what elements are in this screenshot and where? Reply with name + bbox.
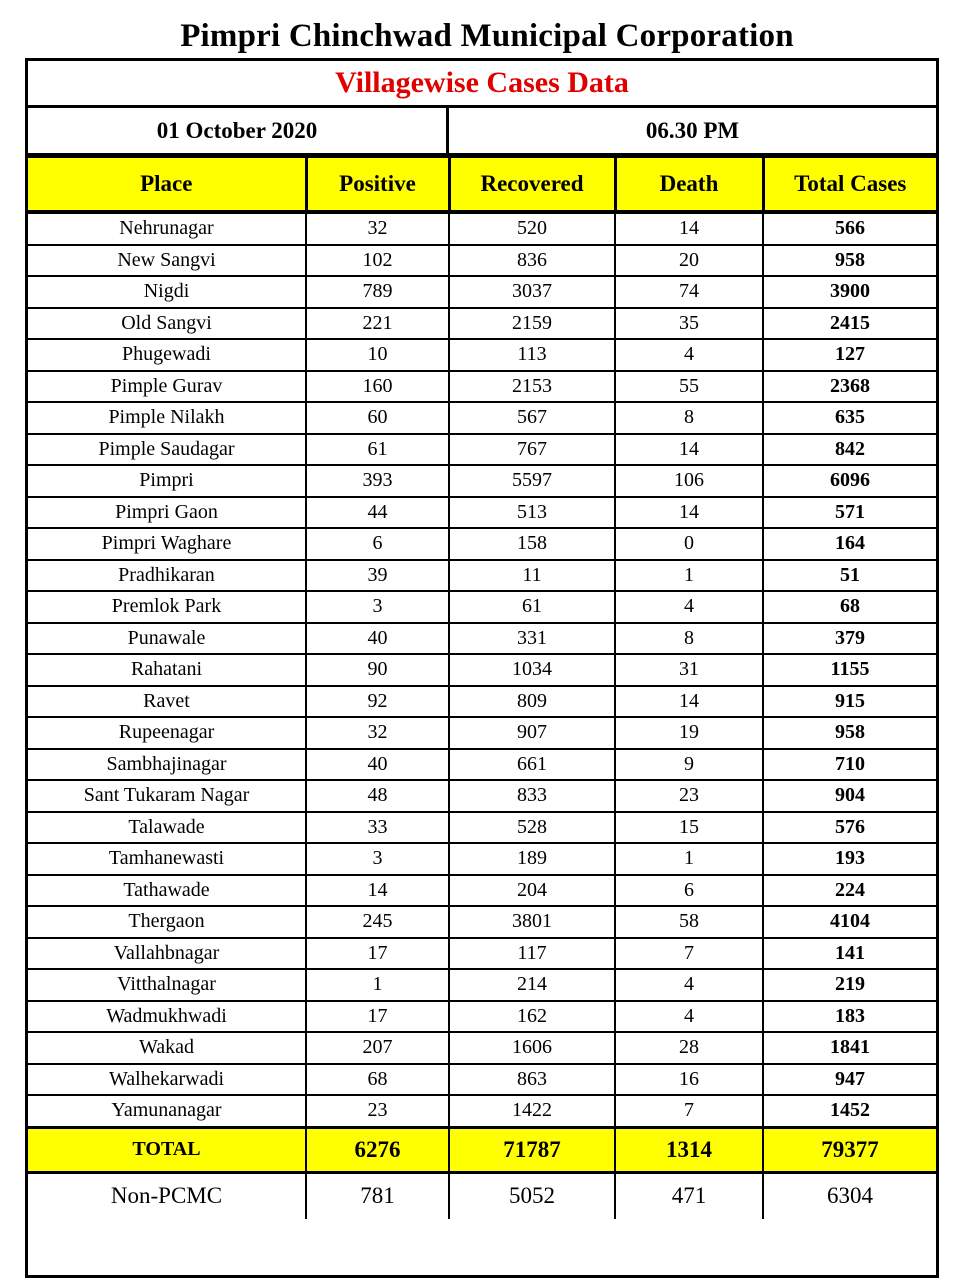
cell-death: 31 (615, 654, 763, 686)
table-row (28, 497, 936, 529)
cell-total-cases: 958 (763, 717, 936, 749)
cell-death: 106 (615, 465, 763, 497)
table-row (28, 938, 936, 970)
cell-place: Vitthalnagar (28, 969, 306, 1001)
cell-positive: 789 (306, 276, 449, 308)
cell-place: Punawale (28, 623, 306, 655)
cell-positive: 32 (306, 717, 449, 749)
non-pcmc-label: Non-PCMC (28, 1172, 306, 1219)
cell-place: Thergaon (28, 906, 306, 938)
cell-total-cases: 1155 (763, 654, 936, 686)
cell-positive: 68 (306, 1064, 449, 1096)
report-subtitle: Villagewise Cases Data (28, 61, 936, 108)
cell-recovered: 1606 (449, 1032, 615, 1064)
column-header-death: Death (615, 157, 763, 212)
cell-recovered: 2159 (449, 308, 615, 340)
cell-positive: 160 (306, 371, 449, 403)
cell-total-cases: 164 (763, 528, 936, 560)
cell-recovered: 836 (449, 245, 615, 277)
cell-place: Nigdi (28, 276, 306, 308)
villagewise-cases-table (28, 156, 936, 1219)
cell-positive: 3 (306, 591, 449, 623)
non-pcmc-recovered: 5052 (449, 1172, 615, 1219)
table-row (28, 654, 936, 686)
cell-recovered: 833 (449, 780, 615, 812)
cell-recovered: 5597 (449, 465, 615, 497)
non-pcmc-positive: 781 (306, 1172, 449, 1219)
cell-total-cases: 219 (763, 969, 936, 1001)
cell-total-cases: 127 (763, 339, 936, 371)
cell-total-cases: 3900 (763, 276, 936, 308)
cell-recovered: 767 (449, 434, 615, 466)
table-row (28, 402, 936, 434)
table-row (28, 212, 936, 245)
cell-place: Rahatani (28, 654, 306, 686)
table-row (28, 843, 936, 875)
report-time: 06.30 PM (645, 118, 740, 143)
cell-total-cases: 576 (763, 812, 936, 844)
non-pcmc-total-cases: 6304 (763, 1172, 936, 1219)
report-date: 01 October 2020 (28, 108, 449, 153)
cell-recovered: 331 (449, 623, 615, 655)
cell-death: 20 (615, 245, 763, 277)
cell-total-cases: 710 (763, 749, 936, 781)
cell-total-cases: 224 (763, 875, 936, 907)
cell-positive: 23 (306, 1095, 449, 1127)
cell-positive: 221 (306, 308, 449, 340)
cell-death: 4 (615, 969, 763, 1001)
cell-total-cases: 635 (763, 402, 936, 434)
cell-positive: 40 (306, 749, 449, 781)
cell-recovered: 158 (449, 528, 615, 560)
table-row (28, 339, 936, 371)
cell-total-cases: 2415 (763, 308, 936, 340)
cell-death: 74 (615, 276, 763, 308)
total-label: TOTAL (28, 1127, 306, 1172)
report-timestamp-row (28, 108, 936, 156)
table-row (28, 686, 936, 718)
cell-death: 58 (615, 906, 763, 938)
cell-positive: 92 (306, 686, 449, 718)
cell-death: 7 (615, 1095, 763, 1127)
cell-positive: 17 (306, 938, 449, 970)
cell-recovered: 3801 (449, 906, 615, 938)
cell-positive: 1 (306, 969, 449, 1001)
cell-positive: 6 (306, 528, 449, 560)
cell-positive: 48 (306, 780, 449, 812)
cell-death: 4 (615, 1001, 763, 1033)
cell-total-cases: 141 (763, 938, 936, 970)
cell-place: Premlok Park (28, 591, 306, 623)
column-header-recovered: Recovered (449, 157, 615, 212)
cell-place: Pimpri (28, 465, 306, 497)
total-positive: 6276 (306, 1127, 449, 1172)
cell-place: Walhekarwadi (28, 1064, 306, 1096)
cell-death: 55 (615, 371, 763, 403)
table-row (28, 623, 936, 655)
table-row (28, 1095, 936, 1127)
table-row (28, 1032, 936, 1064)
cell-death: 4 (615, 591, 763, 623)
cell-recovered: 204 (449, 875, 615, 907)
cell-total-cases: 1841 (763, 1032, 936, 1064)
cell-place: Vallahbnagar (28, 938, 306, 970)
cell-positive: 10 (306, 339, 449, 371)
cell-death: 15 (615, 812, 763, 844)
cell-recovered: 1034 (449, 654, 615, 686)
table-row (28, 780, 936, 812)
cell-positive: 17 (306, 1001, 449, 1033)
column-header-place: Place (28, 157, 306, 212)
column-header-positive: Positive (306, 157, 449, 212)
cell-recovered: 528 (449, 812, 615, 844)
cell-recovered: 11 (449, 560, 615, 592)
cell-recovered: 3037 (449, 276, 615, 308)
cell-positive: 102 (306, 245, 449, 277)
cell-place: Wadmukhwadi (28, 1001, 306, 1033)
cell-death: 6 (615, 875, 763, 907)
cell-recovered: 513 (449, 497, 615, 529)
table-row (28, 1064, 936, 1096)
cell-positive: 90 (306, 654, 449, 686)
cell-death: 19 (615, 717, 763, 749)
cell-death: 1 (615, 560, 763, 592)
cell-death: 8 (615, 623, 763, 655)
cell-total-cases: 958 (763, 245, 936, 277)
total-recovered: 71787 (449, 1127, 615, 1172)
table-row (28, 245, 936, 277)
cell-place: Pimple Saudagar (28, 434, 306, 466)
cell-recovered: 117 (449, 938, 615, 970)
cell-positive: 40 (306, 623, 449, 655)
cell-total-cases: 571 (763, 497, 936, 529)
cell-place: Rupeenagar (28, 717, 306, 749)
cell-recovered: 520 (449, 212, 615, 245)
table-row (28, 528, 936, 560)
cell-recovered: 162 (449, 1001, 615, 1033)
cell-total-cases: 68 (763, 591, 936, 623)
cell-place: Pimpri Waghare (28, 528, 306, 560)
cell-place: Nehrunagar (28, 212, 306, 245)
cell-recovered: 113 (449, 339, 615, 371)
cell-place: Talawade (28, 812, 306, 844)
table-row (28, 749, 936, 781)
cell-place: Pimple Gurav (28, 371, 306, 403)
cell-positive: 61 (306, 434, 449, 466)
table-row (28, 308, 936, 340)
cell-positive: 39 (306, 560, 449, 592)
cell-death: 14 (615, 497, 763, 529)
cell-recovered: 907 (449, 717, 615, 749)
cell-death: 16 (615, 1064, 763, 1096)
cell-total-cases: 2368 (763, 371, 936, 403)
cell-total-cases: 947 (763, 1064, 936, 1096)
cell-death: 4 (615, 339, 763, 371)
cell-recovered: 567 (449, 402, 615, 434)
cell-recovered: 61 (449, 591, 615, 623)
total-death: 1314 (615, 1127, 763, 1172)
cell-positive: 245 (306, 906, 449, 938)
cell-place: Ravet (28, 686, 306, 718)
table-row (28, 875, 936, 907)
cell-place: Sambhajinagar (28, 749, 306, 781)
non-pcmc-row (28, 1172, 936, 1219)
cell-place: Pimpri Gaon (28, 497, 306, 529)
non-pcmc-death: 471 (615, 1172, 763, 1219)
cell-death: 23 (615, 780, 763, 812)
cell-place: Yamunanagar (28, 1095, 306, 1127)
cell-positive: 60 (306, 402, 449, 434)
cell-place: Tathawade (28, 875, 306, 907)
cell-recovered: 189 (449, 843, 615, 875)
cell-death: 28 (615, 1032, 763, 1064)
cell-total-cases: 904 (763, 780, 936, 812)
table-row (28, 591, 936, 623)
cell-death: 1 (615, 843, 763, 875)
cell-positive: 207 (306, 1032, 449, 1064)
table-row (28, 560, 936, 592)
table-row (28, 465, 936, 497)
table-row (28, 434, 936, 466)
page-title: Pimpri Chinchwad Municipal Corporation (180, 18, 794, 54)
cell-total-cases: 566 (763, 212, 936, 245)
column-header-total-cases: Total Cases (763, 157, 936, 212)
cell-death: 14 (615, 212, 763, 245)
cell-total-cases: 842 (763, 434, 936, 466)
total-row (28, 1127, 936, 1172)
table-row (28, 969, 936, 1001)
table-row (28, 1001, 936, 1033)
cell-total-cases: 4104 (763, 906, 936, 938)
cell-recovered: 1422 (449, 1095, 615, 1127)
cases-report (25, 58, 939, 1278)
cell-total-cases: 6096 (763, 465, 936, 497)
cell-positive: 14 (306, 875, 449, 907)
total-cases: 79377 (763, 1127, 936, 1172)
cell-place: Tamhanewasti (28, 843, 306, 875)
cell-death: 8 (615, 402, 763, 434)
cell-place: Pimple Nilakh (28, 402, 306, 434)
cell-total-cases: 51 (763, 560, 936, 592)
cell-death: 14 (615, 434, 763, 466)
cell-death: 14 (615, 686, 763, 718)
cell-total-cases: 1452 (763, 1095, 936, 1127)
table-row (28, 812, 936, 844)
cell-place: New Sangvi (28, 245, 306, 277)
cell-total-cases: 915 (763, 686, 936, 718)
cell-death: 0 (615, 528, 763, 560)
cell-positive: 3 (306, 843, 449, 875)
cell-positive: 44 (306, 497, 449, 529)
table-row (28, 371, 936, 403)
cell-recovered: 214 (449, 969, 615, 1001)
cell-place: Sant Tukaram Nagar (28, 780, 306, 812)
cell-total-cases: 183 (763, 1001, 936, 1033)
cell-place: Pradhikaran (28, 560, 306, 592)
table-header-row (28, 157, 936, 212)
cell-recovered: 661 (449, 749, 615, 781)
cell-recovered: 809 (449, 686, 615, 718)
cell-place: Wakad (28, 1032, 306, 1064)
cell-positive: 32 (306, 212, 449, 245)
table-row (28, 276, 936, 308)
cell-death: 9 (615, 749, 763, 781)
table-row (28, 717, 936, 749)
cell-positive: 33 (306, 812, 449, 844)
cell-recovered: 863 (449, 1064, 615, 1096)
cell-place: Phugewadi (28, 339, 306, 371)
table-row (28, 906, 936, 938)
cell-total-cases: 193 (763, 843, 936, 875)
cell-death: 7 (615, 938, 763, 970)
cell-recovered: 2153 (449, 371, 615, 403)
cell-total-cases: 379 (763, 623, 936, 655)
cell-death: 35 (615, 308, 763, 340)
cell-place: Old Sangvi (28, 308, 306, 340)
cell-positive: 393 (306, 465, 449, 497)
